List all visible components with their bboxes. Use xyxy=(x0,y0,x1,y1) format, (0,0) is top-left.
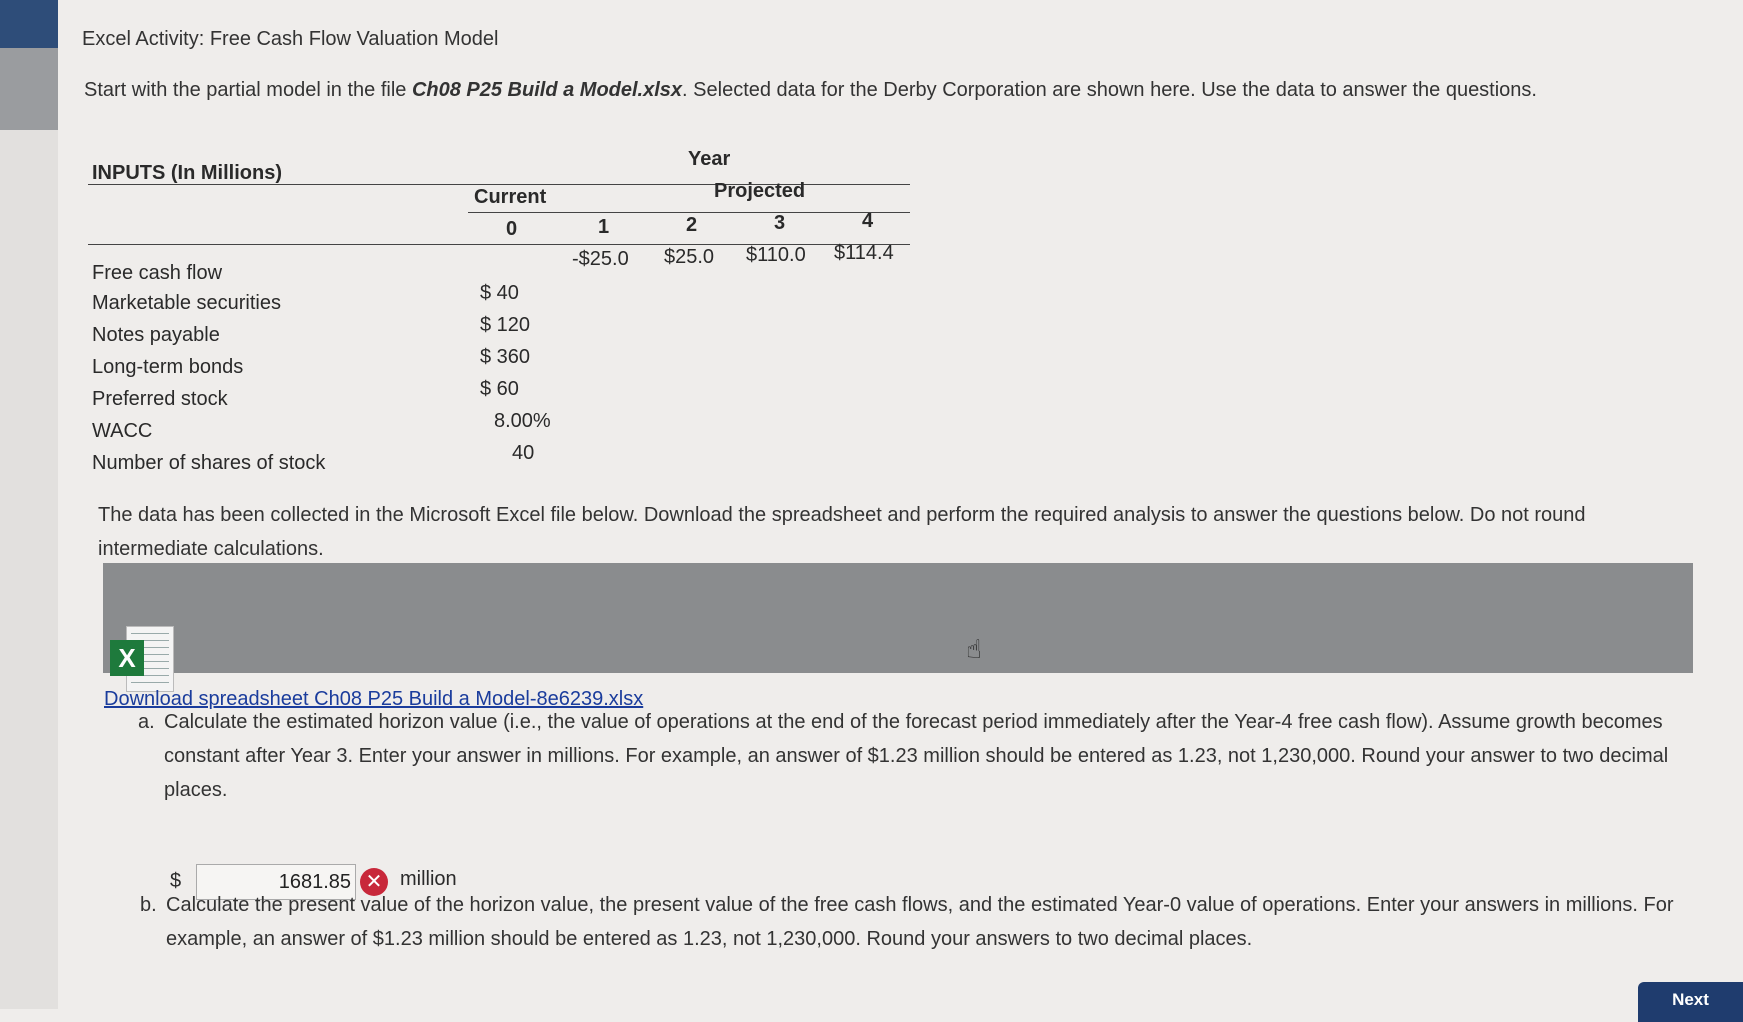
input-row-label: Number of shares of stock xyxy=(92,452,326,474)
question-a xyxy=(138,705,1678,807)
projected-header: Projected xyxy=(714,180,806,202)
question-a-text: Calculate the estimated horizon value (i.e., the value of operations at the end of the forecast period immediately after the Year-4 free cash flow). Assume growth becomes constant after Year 3. Enter your answer in millions. For example, an answer of $1.23 million should be entered as 1.23, not 1,230,000. Round your answer to two decimal places. xyxy=(164,711,1669,801)
input-row-label: Preferred stock xyxy=(92,388,228,410)
input-row-label: Long-term bonds xyxy=(92,356,244,378)
next-button[interactable]: Next xyxy=(1638,982,1743,1022)
inputs-heading: INPUTS (In Millions) xyxy=(92,162,282,184)
instructions-text: The data has been collected in the Microsoft Excel file below. Download the spreadsheet and perform the required analysis to answer the questions below. Do not round intermediate calculations. xyxy=(98,504,1586,560)
question-b-text: Calculate the present value of the horizon value, the present value of the free cash flows, and the estimated Year-0 value of operations. Enter your answers in millions. For example, an answer of $1.23 million should be entered as 1.23, not 1,230,000. Round your answers to two decimal places. xyxy=(166,894,1674,950)
input-row-value: 40 xyxy=(512,442,535,464)
fcf-year-4: $114.4 xyxy=(834,242,894,264)
year-col-2: 2 xyxy=(686,214,698,236)
current-header: Current xyxy=(474,186,547,208)
input-row-label: Marketable securities xyxy=(92,292,281,314)
fcf-year-1: -$25.0 xyxy=(572,248,629,270)
year-col-1: 1 xyxy=(598,216,610,238)
blue-corner xyxy=(0,0,58,48)
input-row-value: $ 120 xyxy=(480,314,531,336)
incorrect-icon: ✕ xyxy=(360,868,388,896)
input-row-value: $ 360 xyxy=(480,346,531,368)
fcf-year-3: $110.0 xyxy=(746,244,806,266)
year-col-0: 0 xyxy=(506,218,518,240)
left-edge xyxy=(0,0,58,1009)
input-row-value: 8.00% xyxy=(494,410,551,432)
fcf-label: Free cash flow xyxy=(92,262,223,284)
question-b xyxy=(140,888,1680,956)
grey-block xyxy=(0,48,58,130)
unit-label: million xyxy=(400,868,457,890)
year-col-4: 4 xyxy=(862,210,874,232)
input-row-value: $ 40 xyxy=(480,282,519,304)
year-header: Year xyxy=(688,148,731,170)
question-b-marker: b. xyxy=(140,894,157,916)
download-area xyxy=(103,563,1693,673)
page-title: Excel Activity: Free Cash Flow Valuation Model xyxy=(82,28,499,50)
hand-cursor-icon: ☝ xyxy=(966,634,982,664)
question-a-marker: a. xyxy=(138,711,155,733)
currency-symbol: $ xyxy=(170,870,182,892)
excel-file-icon[interactable]: X xyxy=(110,626,172,692)
fcf-year-2: $25.0 xyxy=(664,246,715,268)
file-name: Ch08 P25 Build a Model.xlsx xyxy=(411,79,683,101)
intro-text: Start with the partial model in the file Ch08 P25 Build a Model.xlsx. Selected data for the Derby Corporation are shown here. Use the data to answer the questions. xyxy=(84,79,1537,101)
activity-page xyxy=(58,0,1709,1009)
download-spreadsheet-link[interactable]: Download spreadsheet Ch08 P25 Build a Model-8e6239.xlsx xyxy=(104,688,644,710)
inputs-table xyxy=(88,148,1038,522)
input-row-label: Notes payable xyxy=(92,324,220,346)
subheader-rule xyxy=(468,212,910,213)
input-row-label: WACC xyxy=(92,420,153,442)
year-col-3: 3 xyxy=(774,212,786,234)
input-row-value: $ 60 xyxy=(480,378,519,400)
